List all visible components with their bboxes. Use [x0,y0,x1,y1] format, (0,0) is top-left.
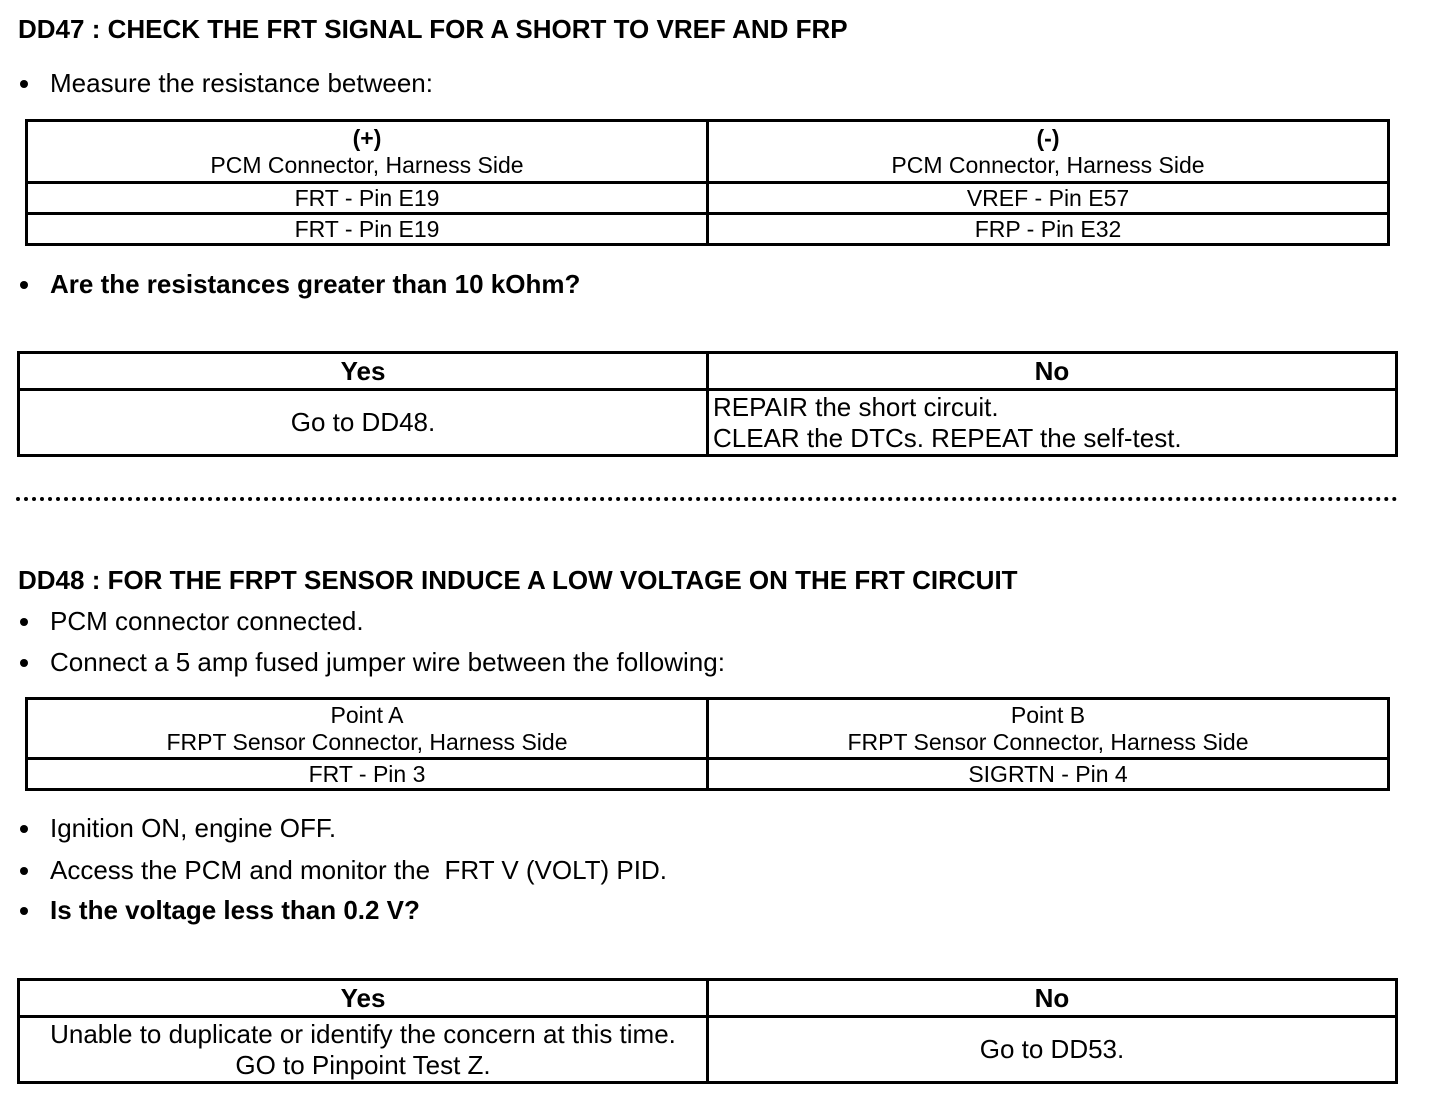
question-text: Is the voltage less than 0.2 V? [50,895,420,925]
no-cell: Go to DD53. [708,1017,1397,1083]
table-row [27,214,1389,245]
question-text: Are the resistances greater than 10 kOhm? [50,269,581,299]
col2-label: PCM Connector, Harness Side [891,151,1205,178]
yes-line-2: GO to Pinpoint Test Z. [235,1049,491,1080]
table-cell: FRT - Pin E19 [27,214,708,245]
dd48-bullet-ignition [18,813,336,844]
yes-header: Yes [19,353,708,390]
dd48-bullet-jumper [18,647,725,678]
dd48-title: DD48 : FOR THE FRPT SENSOR INDUCE A LOW VOLTAGE ON THE FRT CIRCUIT [18,565,1018,595]
table-row [27,183,1389,214]
col1-label: PCM Connector, Harness Side [210,151,524,178]
bullet-dot-icon [20,80,28,88]
section-divider [16,497,1398,501]
table-row [27,759,1389,790]
bullet-dot-icon [20,281,28,289]
bullet-dot-icon [20,867,28,875]
yes-line-1: Unable to duplicate or identify the concern at this time. [50,1018,676,1049]
bullet-text: Measure the resistance between: [50,68,433,98]
dd47-col1-header [27,121,708,183]
dd48-result-table [17,978,1398,1084]
bullet-text: Connect a 5 amp fused jumper wire between the following: [50,647,725,677]
col2-label: FRPT Sensor Connector, Harness Side [847,728,1249,755]
bullet-dot-icon [20,825,28,833]
dd48-col2-header [708,699,1389,759]
dd47-col2-header [708,121,1389,183]
dd48-bullet-access [18,855,667,886]
dd48-question [18,895,420,926]
table-cell: FRT - Pin 3 [27,759,708,790]
col2-sign: (-) [1036,124,1060,151]
col2-point: Point B [1010,701,1086,728]
col1-point: Point A [330,701,404,728]
no-header: No [708,353,1397,390]
no-cell [708,390,1397,456]
table-cell: SIGRTN - Pin 4 [708,759,1389,790]
yes-cell [19,1017,708,1083]
dd48-bullet-connected [18,606,364,637]
yes-cell: Go to DD48. [19,390,708,456]
col1-sign: (+) [352,124,382,151]
bullet-text: Ignition ON, engine OFF. [50,813,337,843]
dd47-result-table [17,351,1398,457]
table-cell: VREF - Pin E57 [708,183,1389,214]
yes-header: Yes [19,980,708,1017]
no-header: No [708,980,1397,1017]
bullet-dot-icon [20,659,28,667]
dd47-title: DD47 : CHECK THE FRT SIGNAL FOR A SHORT TO VREF AND FRP [18,14,848,44]
bullet-dot-icon [20,907,28,915]
bullet-text: PCM connector connected. [50,606,364,636]
dd47-resistance-table [25,119,1390,246]
dd47-question [18,269,580,300]
no-line-2: CLEAR the DTCs. REPEAT the self-test. [713,422,1182,453]
table-cell: FRT - Pin E19 [27,183,708,214]
col1-label: FRPT Sensor Connector, Harness Side [166,728,568,755]
dd47-bullet-measure [18,68,433,99]
dd48-col1-header [27,699,708,759]
bullet-dot-icon [20,618,28,626]
dd48-jumper-table [25,697,1390,791]
no-line-1: REPAIR the short circuit. [713,391,999,422]
bullet-text: Access the PCM and monitor the FRT V (VOLT) PID. [50,855,667,885]
table-cell: FRP - Pin E32 [708,214,1389,245]
